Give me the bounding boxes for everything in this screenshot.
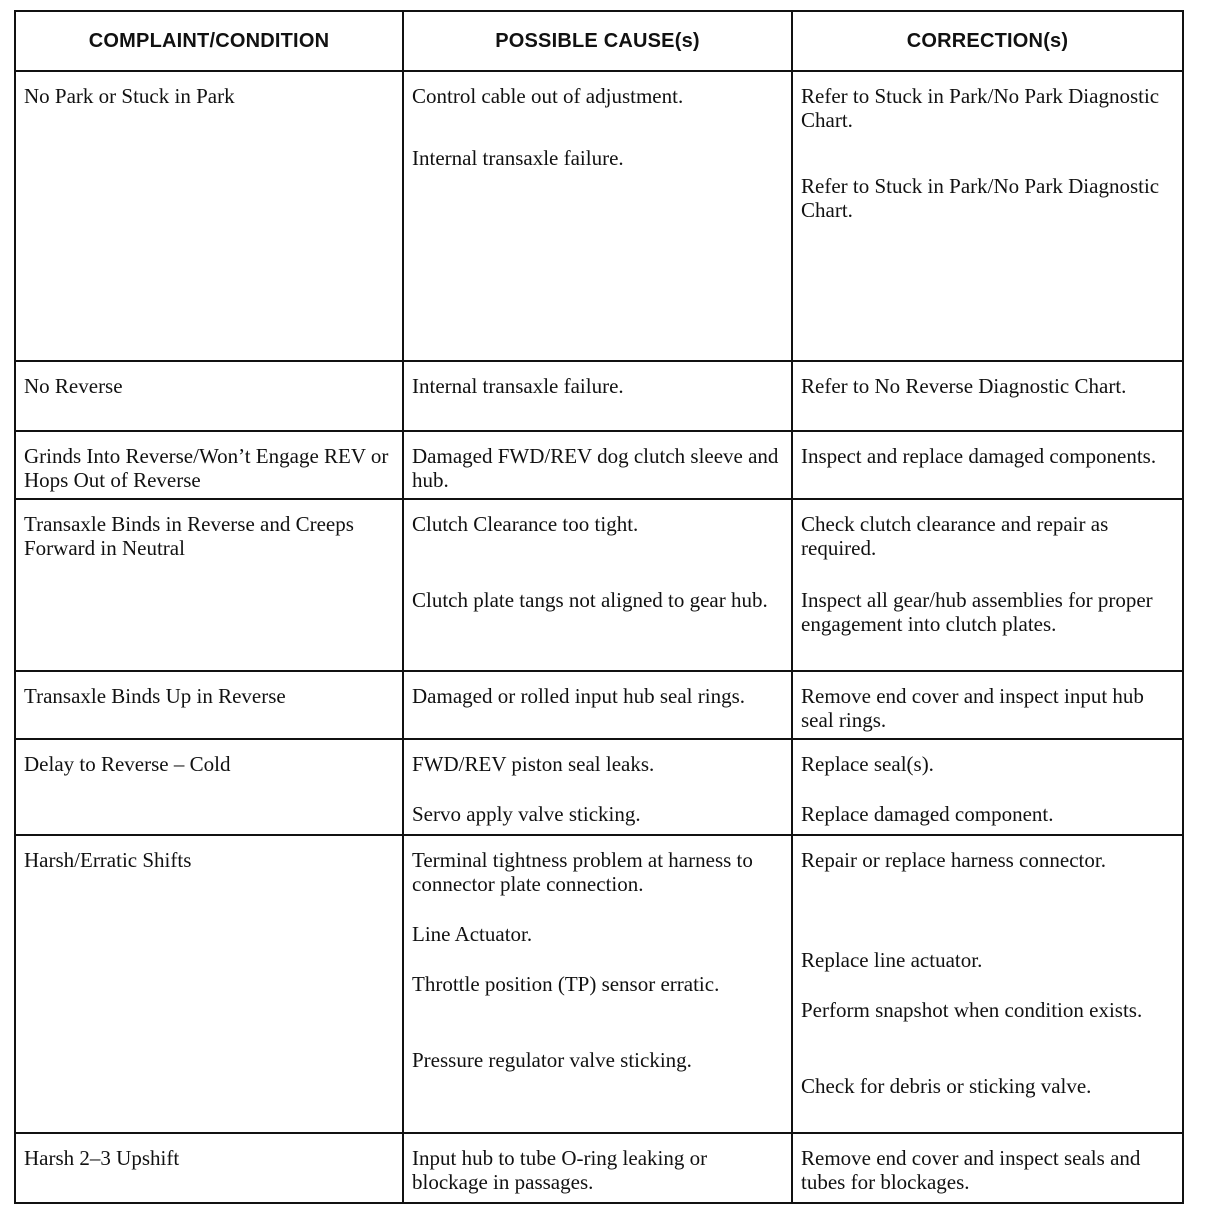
correction-text: Refer to Stuck in Park/No Park Diagnostic Chart. <box>801 84 1160 132</box>
correction-text: Replace line actuator. <box>801 948 983 972</box>
complaint-cell <box>15 1133 403 1203</box>
cause-text: Line Actuator. <box>412 922 533 946</box>
table-row <box>15 71 1183 361</box>
correction-text: Inspect all gear/hub assemblies for proper engagement into clutch plates. <box>801 588 1153 636</box>
correction-text: Inspect and replace damaged components. <box>801 444 1157 468</box>
correction-cell <box>792 835 1183 1133</box>
cause-cell <box>403 431 792 499</box>
complaint-text: Transaxle Binds Up in Reverse <box>24 684 286 708</box>
cause-text: Servo apply valve sticking. <box>412 802 641 826</box>
table-row <box>15 739 1183 835</box>
cause-text: Clutch Clearance too tight. <box>412 512 639 536</box>
cause-cell <box>403 361 792 431</box>
header-correction: CORRECTION(s) <box>792 11 1183 71</box>
cause-cell <box>403 671 792 739</box>
correction-text: Refer to No Reverse Diagnostic Chart. <box>801 374 1127 398</box>
cause-text: Pressure regulator valve sticking. <box>412 1048 692 1072</box>
complaint-text: No Park or Stuck in Park <box>24 84 235 108</box>
complaint-text: Transaxle Binds in Reverse and Creeps Forward in Neutral <box>24 512 354 560</box>
complaint-cell <box>15 739 403 835</box>
correction-cell <box>792 1133 1183 1203</box>
correction-cell <box>792 499 1183 671</box>
table-row <box>15 1133 1183 1203</box>
table-row <box>15 431 1183 499</box>
complaint-text: Grinds Into Reverse/Won’t Engage REV or Hops Out of Reverse <box>24 444 389 492</box>
cause-text: Clutch plate tangs not aligned to gear hub. <box>412 588 768 612</box>
diagnostic-table <box>14 10 1184 1204</box>
correction-cell <box>792 431 1183 499</box>
complaint-text: No Reverse <box>24 374 123 398</box>
correction-text: Remove end cover and inspect input hub seal rings. <box>801 684 1144 732</box>
complaint-cell <box>15 671 403 739</box>
correction-cell <box>792 361 1183 431</box>
cause-cell <box>403 835 792 1133</box>
header-cause: POSSIBLE CAUSE(s) <box>403 11 792 71</box>
complaint-text: Harsh/Erratic Shifts <box>24 848 192 872</box>
table-row <box>15 671 1183 739</box>
table-row <box>15 499 1183 671</box>
correction-cell <box>792 739 1183 835</box>
complaint-text: Harsh 2–3 Upshift <box>24 1146 180 1170</box>
cause-text: Control cable out of adjustment. <box>412 84 684 108</box>
complaint-cell <box>15 361 403 431</box>
complaint-text: Delay to Reverse – Cold <box>24 752 231 776</box>
cause-cell <box>403 739 792 835</box>
cause-text: Internal transaxle failure. <box>412 146 624 170</box>
complaint-cell <box>15 835 403 1133</box>
cause-text: Throttle position (TP) sensor erratic. <box>412 972 720 996</box>
header-complaint: COMPLAINT/CONDITION <box>15 11 403 71</box>
correction-text: Remove end cover and inspect seals and tubes for blockages. <box>801 1146 1141 1194</box>
complaint-cell <box>15 71 403 361</box>
cause-text: Damaged FWD/REV dog clutch sleeve and hub. <box>412 444 779 492</box>
complaint-cell <box>15 499 403 671</box>
cause-text: Damaged or rolled input hub seal rings. <box>412 684 746 708</box>
correction-cell <box>792 71 1183 361</box>
correction-text: Check for debris or sticking valve. <box>801 1074 1092 1098</box>
correction-text: Check clutch clearance and repair as required. <box>801 512 1109 560</box>
correction-cell <box>792 671 1183 739</box>
table-row <box>15 835 1183 1133</box>
cause-text: FWD/REV piston seal leaks. <box>412 752 655 776</box>
cause-text: Internal transaxle failure. <box>412 374 624 398</box>
correction-text: Replace seal(s). <box>801 752 934 776</box>
cause-cell <box>403 1133 792 1203</box>
cause-cell <box>403 71 792 361</box>
header-row <box>15 11 1183 71</box>
table-row <box>15 361 1183 431</box>
cause-text: Input hub to tube O-ring leaking or blockage in passages. <box>412 1146 708 1194</box>
correction-text: Refer to Stuck in Park/No Park Diagnostic Chart. <box>801 174 1160 222</box>
correction-text: Perform snapshot when condition exists. <box>801 998 1143 1022</box>
complaint-cell <box>15 431 403 499</box>
cause-cell <box>403 499 792 671</box>
correction-text: Replace damaged component. <box>801 802 1054 826</box>
cause-text: Terminal tightness problem at harness to connector plate connection. <box>412 848 753 896</box>
correction-text: Repair or replace harness connector. <box>801 848 1106 872</box>
